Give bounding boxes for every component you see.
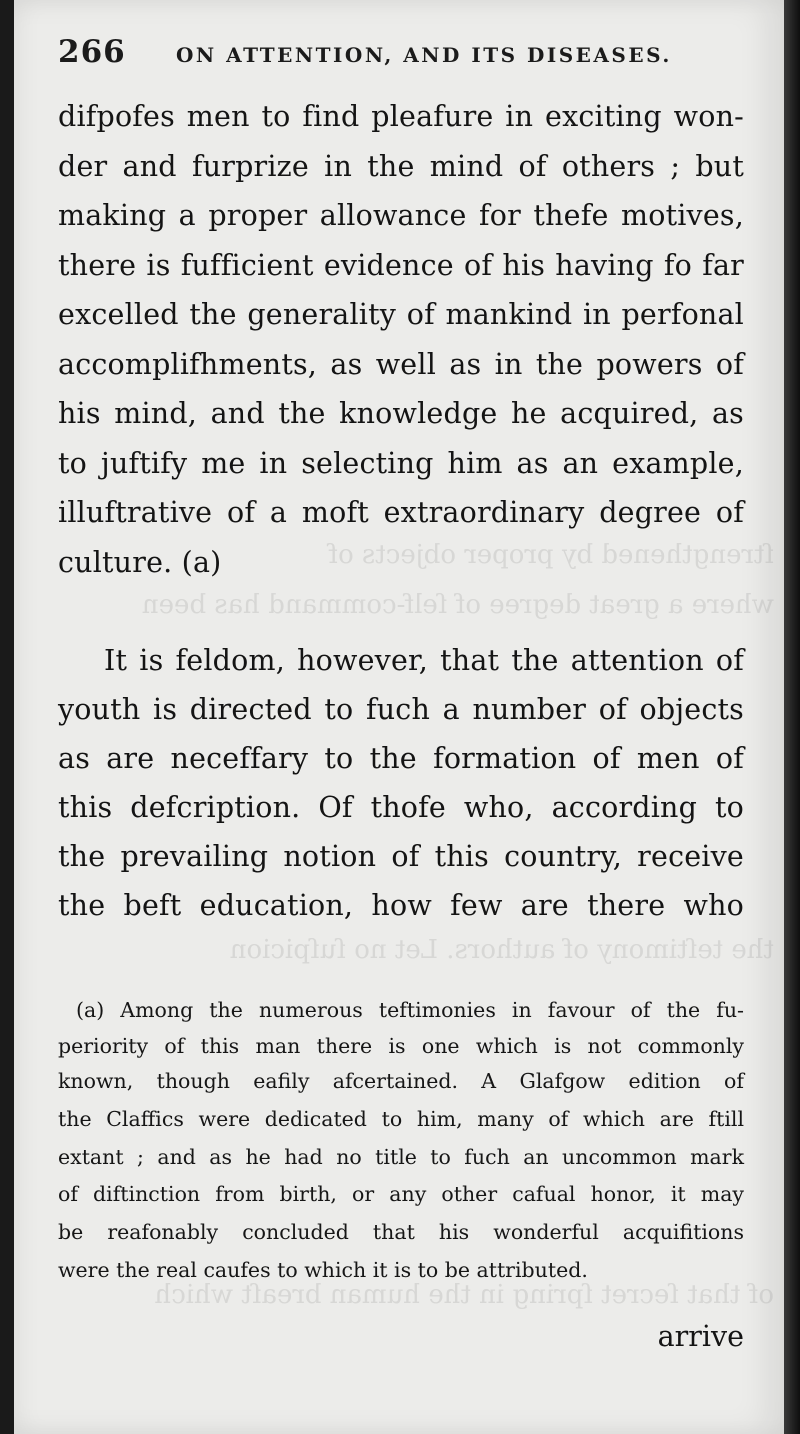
body-line: accomplifhments, as well as in the powers of — [58, 348, 744, 381]
footnote-line: extant ; and as he had no title to fuch an uncommon mark — [58, 1145, 744, 1169]
body-line: der and furprize in the mind of others ; but — [58, 150, 744, 183]
book-page — [14, 0, 784, 1434]
body-line: difpofes men to find pleafure in exciting won- — [58, 100, 744, 133]
footnote-line: known, though eafily afcertained. A Glafgow edition of — [58, 1069, 744, 1093]
show-through-text: where a great degree of ſelf-command has been — [141, 590, 774, 620]
body-line: his mind, and the knowledge he acquired, as — [58, 397, 744, 430]
paragraph-line: as are neceffary to the formation of men of — [58, 742, 744, 775]
page-number: 266 — [58, 34, 126, 70]
paragraph-line: It is feldom, however, that the attention of — [104, 644, 744, 677]
show-through-text: ſtrengthened by proper objects of — [328, 540, 774, 570]
paragraph-line: youth is directed to fuch a number of objects — [58, 693, 744, 726]
paragraph-line: the beft education, how few are there who — [58, 889, 744, 922]
body-line: to juftify me in selecting him as an example, — [58, 447, 744, 480]
body-line: illuftrative of a moft extraordinary degree of — [58, 496, 744, 529]
body-line: excelled the generality of mankind in perfonal — [58, 298, 744, 331]
footnote-line: be reafonably concluded that his wonderful acquifitions — [58, 1220, 744, 1244]
running-title: ON ATTENTION, AND ITS DISEASES. — [176, 43, 672, 67]
body-line: there is fufficient evidence of his having fo far — [58, 249, 744, 282]
footnote-line: of diftinction from birth, or any other cafual honor, it may — [58, 1182, 744, 1206]
book-edge — [784, 0, 800, 1434]
catchword: arrive — [657, 1320, 744, 1353]
paragraph-line: the prevailing notion of this country, receive — [58, 840, 744, 873]
paragraph-line: this defcription. Of thofe who, according to — [58, 791, 744, 824]
body-line: culture. (a) — [58, 546, 222, 579]
footnote-line: periority of this man there is one which is not commonly — [58, 1034, 744, 1058]
footnote-line: were the real caufes to which it is to be attributed. — [58, 1258, 588, 1282]
footnote-line: (a) Among the numerous teftimonies in favour of the fu- — [76, 998, 744, 1022]
body-line: making a proper allowance for thefe motives, — [58, 199, 744, 232]
show-through-text: of that ſecret ſpring in the human breaſt which — [154, 1280, 774, 1310]
footnote-line: the Claffics were dedicated to him, many of which are ftill — [58, 1107, 744, 1131]
running-head — [58, 34, 738, 74]
show-through-text: the teſtimony of authors. Let no ſuſpicion — [229, 935, 774, 965]
